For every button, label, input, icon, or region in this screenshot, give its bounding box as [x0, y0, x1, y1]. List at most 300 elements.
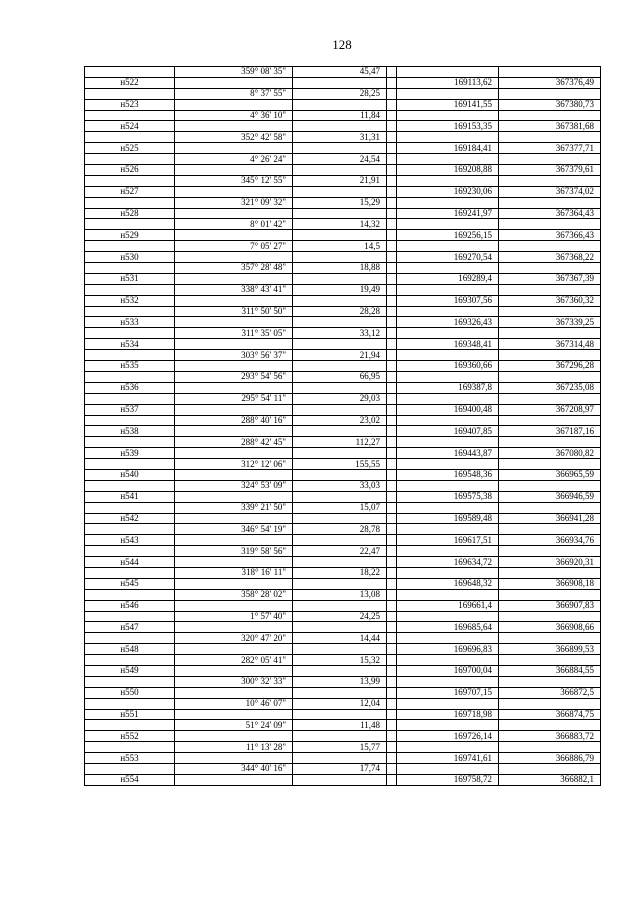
distance-cell — [293, 252, 387, 263]
segment-row — [85, 764, 601, 775]
x-cell — [397, 764, 499, 775]
y-cell — [499, 480, 601, 491]
point-name-cell — [85, 175, 175, 186]
distance-cell — [293, 600, 387, 611]
distance-cell — [293, 273, 387, 284]
angle-cell — [175, 317, 293, 328]
y-coordinate: 366907,83 — [499, 600, 601, 611]
x-coordinate: 169634,72 — [397, 557, 499, 568]
point-name: н550 — [85, 687, 175, 698]
segment-length: 24,25 — [293, 611, 387, 622]
x-cell — [397, 154, 499, 165]
x-coordinate: 169270,54 — [397, 252, 499, 263]
spacer-cell — [387, 382, 397, 393]
point-name-cell — [85, 306, 175, 317]
point-row — [85, 513, 601, 524]
point-name-cell — [85, 480, 175, 491]
x-cell — [397, 633, 499, 644]
spacer-cell — [387, 774, 397, 785]
point-row — [85, 404, 601, 415]
y-cell — [499, 524, 601, 535]
segment-row — [85, 175, 601, 186]
spacer-cell — [387, 165, 397, 176]
spacer-cell — [387, 655, 397, 666]
point-row — [85, 252, 601, 263]
x-coordinate: 169617,51 — [397, 535, 499, 546]
spacer-cell — [387, 611, 397, 622]
segment-row — [85, 459, 601, 470]
angle-cell — [175, 557, 293, 568]
segment-length: 28,25 — [293, 88, 387, 99]
x-coordinate: 169707,15 — [397, 687, 499, 698]
x-cell — [397, 655, 499, 666]
distance-cell — [293, 77, 387, 88]
distance-cell — [293, 208, 387, 219]
point-name-cell — [85, 655, 175, 666]
spacer-cell — [387, 753, 397, 764]
segment-row — [85, 633, 601, 644]
segment-row — [85, 611, 601, 622]
y-cell — [499, 350, 601, 361]
spacer-cell — [387, 263, 397, 274]
angle-cell — [175, 731, 293, 742]
y-coordinate: 367360,32 — [499, 295, 601, 306]
spacer-cell — [387, 404, 397, 415]
segment-row — [85, 524, 601, 535]
angle-cell — [175, 230, 293, 241]
point-name: н554 — [85, 774, 175, 785]
point-name-cell — [85, 371, 175, 382]
y-cell — [499, 132, 601, 143]
coordinates-table — [84, 66, 601, 786]
y-cell — [499, 546, 601, 557]
point-name: н523 — [85, 99, 175, 110]
angle-cell — [175, 665, 293, 676]
point-row — [85, 448, 601, 459]
segment-length: 15,29 — [293, 197, 387, 208]
distance-cell — [293, 622, 387, 633]
y-coordinate: 367296,28 — [499, 361, 601, 372]
angle-cell — [175, 687, 293, 698]
angle-cell — [175, 99, 293, 110]
angle-cell — [175, 448, 293, 459]
segment-length: 21,94 — [293, 350, 387, 361]
point-row — [85, 121, 601, 132]
segment-length: 15,07 — [293, 502, 387, 513]
y-coordinate: 367314,48 — [499, 339, 601, 350]
x-cell — [397, 132, 499, 143]
direction-angle: 320° 47' 20" — [175, 633, 293, 644]
spacer-cell — [387, 491, 397, 502]
direction-angle: 288° 42' 45" — [175, 437, 293, 448]
x-cell — [397, 67, 499, 78]
point-row — [85, 143, 601, 154]
spacer-cell — [387, 589, 397, 600]
x-cell — [397, 219, 499, 230]
point-name: н534 — [85, 339, 175, 350]
point-name: н546 — [85, 600, 175, 611]
spacer-cell — [387, 197, 397, 208]
point-name-cell — [85, 611, 175, 622]
segment-length: 31,31 — [293, 132, 387, 143]
point-name-cell — [85, 698, 175, 709]
point-name-cell — [85, 284, 175, 295]
point-name-cell — [85, 154, 175, 165]
point-row — [85, 644, 601, 655]
y-coordinate: 366884,55 — [499, 665, 601, 676]
point-row — [85, 469, 601, 480]
segment-length: 21,91 — [293, 175, 387, 186]
spacer-cell — [387, 469, 397, 480]
point-name-cell — [85, 132, 175, 143]
point-name-cell — [85, 393, 175, 404]
segment-length: 15,77 — [293, 742, 387, 753]
point-name: н549 — [85, 665, 175, 676]
y-coordinate: 367187,16 — [499, 426, 601, 437]
point-row — [85, 382, 601, 393]
y-cell — [499, 219, 601, 230]
point-name-cell — [85, 764, 175, 775]
point-name-cell — [85, 197, 175, 208]
y-coordinate: 367381,68 — [499, 121, 601, 132]
y-coordinate: 366946,59 — [499, 491, 601, 502]
y-cell — [499, 67, 601, 78]
distance-cell — [293, 339, 387, 350]
direction-angle: 1° 57' 40" — [175, 611, 293, 622]
distance-cell — [293, 99, 387, 110]
direction-angle: 293° 54' 56" — [175, 371, 293, 382]
spacer-cell — [387, 317, 397, 328]
point-name: н533 — [85, 317, 175, 328]
segment-row — [85, 110, 601, 121]
spacer-cell — [387, 665, 397, 676]
point-name: н545 — [85, 578, 175, 589]
point-name: н542 — [85, 513, 175, 524]
distance-cell — [293, 295, 387, 306]
distance-cell — [293, 753, 387, 764]
x-cell — [397, 393, 499, 404]
point-name: н522 — [85, 77, 175, 88]
y-cell — [499, 263, 601, 274]
spacer-cell — [387, 698, 397, 709]
y-cell — [499, 415, 601, 426]
y-cell — [499, 197, 601, 208]
point-name: н536 — [85, 382, 175, 393]
x-cell — [397, 415, 499, 426]
x-cell — [397, 350, 499, 361]
distance-cell — [293, 186, 387, 197]
direction-angle: 4° 26' 24" — [175, 154, 293, 165]
direction-angle: 7° 05' 27" — [175, 241, 293, 252]
point-row — [85, 774, 601, 785]
point-name-cell — [85, 720, 175, 731]
y-coordinate: 367339,25 — [499, 317, 601, 328]
y-coordinate: 366934,76 — [499, 535, 601, 546]
x-cell — [397, 676, 499, 687]
table-body — [85, 67, 601, 786]
spacer-cell — [387, 687, 397, 698]
spacer-cell — [387, 426, 397, 437]
y-coordinate: 366886,79 — [499, 753, 601, 764]
spacer-cell — [387, 110, 397, 121]
point-name: н541 — [85, 491, 175, 502]
direction-angle: 8° 37' 55" — [175, 88, 293, 99]
y-cell — [499, 502, 601, 513]
y-cell — [499, 633, 601, 644]
point-name: н528 — [85, 208, 175, 219]
point-row — [85, 230, 601, 241]
spacer-cell — [387, 764, 397, 775]
point-row — [85, 426, 601, 437]
spacer-cell — [387, 252, 397, 263]
point-name: н544 — [85, 557, 175, 568]
x-coordinate: 169741,61 — [397, 753, 499, 764]
point-name-cell — [85, 415, 175, 426]
segment-row — [85, 284, 601, 295]
angle-cell — [175, 121, 293, 132]
y-coordinate: 367374,02 — [499, 186, 601, 197]
segment-length: 33,12 — [293, 328, 387, 339]
y-coordinate: 367380,73 — [499, 99, 601, 110]
segment-length: 29,03 — [293, 393, 387, 404]
distance-cell — [293, 513, 387, 524]
x-cell — [397, 263, 499, 274]
spacer-cell — [387, 567, 397, 578]
distance-cell — [293, 448, 387, 459]
segment-length: 18,88 — [293, 263, 387, 274]
y-cell — [499, 328, 601, 339]
point-name: н552 — [85, 731, 175, 742]
segment-row — [85, 67, 601, 78]
x-coordinate: 169184,41 — [397, 143, 499, 154]
spacer-cell — [387, 99, 397, 110]
x-cell — [397, 524, 499, 535]
y-cell — [499, 393, 601, 404]
distance-cell — [293, 165, 387, 176]
y-coordinate: 367080,82 — [499, 448, 601, 459]
angle-cell — [175, 774, 293, 785]
segment-length: 28,78 — [293, 524, 387, 535]
segment-row — [85, 589, 601, 600]
point-row — [85, 99, 601, 110]
distance-cell — [293, 665, 387, 676]
point-name-cell — [85, 437, 175, 448]
y-coordinate: 367208,97 — [499, 404, 601, 415]
x-coordinate: 169575,38 — [397, 491, 499, 502]
direction-angle: 319° 58' 56" — [175, 546, 293, 557]
spacer-cell — [387, 524, 397, 535]
segment-length: 22,47 — [293, 546, 387, 557]
point-row — [85, 165, 601, 176]
x-coordinate: 169443,87 — [397, 448, 499, 459]
point-name-cell — [85, 350, 175, 361]
spacer-cell — [387, 77, 397, 88]
segment-row — [85, 415, 601, 426]
point-name-cell — [85, 546, 175, 557]
direction-angle: 358° 28' 02" — [175, 589, 293, 600]
x-cell — [397, 175, 499, 186]
x-coordinate: 169153,35 — [397, 121, 499, 132]
direction-angle: 311° 35' 05" — [175, 328, 293, 339]
y-cell — [499, 742, 601, 753]
angle-cell — [175, 77, 293, 88]
x-coordinate: 169307,56 — [397, 295, 499, 306]
spacer-cell — [387, 67, 397, 78]
angle-cell — [175, 339, 293, 350]
spacer-cell — [387, 535, 397, 546]
x-coordinate: 169718,98 — [397, 709, 499, 720]
segment-row — [85, 698, 601, 709]
direction-angle: 318° 16' 11" — [175, 567, 293, 578]
distance-cell — [293, 731, 387, 742]
x-coordinate: 169208,88 — [397, 165, 499, 176]
x-coordinate: 169400,48 — [397, 404, 499, 415]
point-row — [85, 687, 601, 698]
segment-length: 23,02 — [293, 415, 387, 426]
direction-angle: 10° 46' 07" — [175, 698, 293, 709]
point-name-cell — [85, 567, 175, 578]
angle-cell — [175, 295, 293, 306]
direction-angle: 346° 54' 19" — [175, 524, 293, 535]
y-cell — [499, 437, 601, 448]
spacer-cell — [387, 633, 397, 644]
spacer-cell — [387, 644, 397, 655]
segment-row — [85, 437, 601, 448]
x-cell — [397, 480, 499, 491]
point-name: н548 — [85, 644, 175, 655]
x-coordinate: 169113,62 — [397, 77, 499, 88]
segment-row — [85, 263, 601, 274]
y-coordinate: 366899,53 — [499, 644, 601, 655]
angle-cell — [175, 491, 293, 502]
direction-angle: 324° 53' 09" — [175, 480, 293, 491]
y-cell — [499, 567, 601, 578]
spacer-cell — [387, 437, 397, 448]
point-name: н530 — [85, 252, 175, 263]
x-coordinate: 169758,72 — [397, 774, 499, 785]
point-name: н531 — [85, 273, 175, 284]
segment-row — [85, 328, 601, 339]
spacer-cell — [387, 600, 397, 611]
segment-row — [85, 306, 601, 317]
spacer-cell — [387, 306, 397, 317]
segment-length: 11,84 — [293, 110, 387, 121]
point-name: н535 — [85, 361, 175, 372]
angle-cell — [175, 600, 293, 611]
x-coordinate: 169700,04 — [397, 665, 499, 676]
spacer-cell — [387, 241, 397, 252]
x-cell — [397, 197, 499, 208]
distance-cell — [293, 382, 387, 393]
segment-row — [85, 88, 601, 99]
distance-cell — [293, 578, 387, 589]
segment-row — [85, 350, 601, 361]
point-name-cell — [85, 676, 175, 687]
distance-cell — [293, 469, 387, 480]
segment-length: 13,99 — [293, 676, 387, 687]
spacer-cell — [387, 513, 397, 524]
segment-row — [85, 132, 601, 143]
segment-row — [85, 154, 601, 165]
point-name: н537 — [85, 404, 175, 415]
point-row — [85, 709, 601, 720]
point-name: н538 — [85, 426, 175, 437]
x-coordinate: 169360,66 — [397, 361, 499, 372]
point-name-cell — [85, 88, 175, 99]
x-cell — [397, 698, 499, 709]
direction-angle: 288° 40' 16" — [175, 415, 293, 426]
y-coordinate: 367366,43 — [499, 230, 601, 241]
x-coordinate: 169230,06 — [397, 186, 499, 197]
segment-row — [85, 502, 601, 513]
spacer-cell — [387, 557, 397, 568]
spacer-cell — [387, 578, 397, 589]
point-name-cell — [85, 67, 175, 78]
direction-angle: 339° 21' 50" — [175, 502, 293, 513]
point-name: н547 — [85, 622, 175, 633]
direction-angle: 311° 50' 50" — [175, 306, 293, 317]
direction-angle: 4° 36' 10" — [175, 110, 293, 121]
angle-cell — [175, 644, 293, 655]
spacer-cell — [387, 393, 397, 404]
point-name-cell — [85, 263, 175, 274]
x-coordinate: 169407,85 — [397, 426, 499, 437]
segment-row — [85, 676, 601, 687]
direction-angle: 300° 32' 33" — [175, 676, 293, 687]
spacer-cell — [387, 230, 397, 241]
segment-length: 13,08 — [293, 589, 387, 600]
angle-cell — [175, 186, 293, 197]
y-coordinate: 366874,75 — [499, 709, 601, 720]
direction-angle: 11° 13' 28" — [175, 742, 293, 753]
spacer-cell — [387, 502, 397, 513]
y-cell — [499, 110, 601, 121]
segment-row — [85, 655, 601, 666]
x-cell — [397, 742, 499, 753]
segment-row — [85, 480, 601, 491]
y-cell — [499, 241, 601, 252]
point-name-cell — [85, 633, 175, 644]
point-row — [85, 731, 601, 742]
y-coordinate: 367364,43 — [499, 208, 601, 219]
direction-angle: 321° 09' 32" — [175, 197, 293, 208]
segment-length: 11,48 — [293, 720, 387, 731]
point-row — [85, 77, 601, 88]
y-cell — [499, 589, 601, 600]
point-name: н553 — [85, 753, 175, 764]
x-coordinate: 169661,4 — [397, 600, 499, 611]
x-coordinate: 169326,43 — [397, 317, 499, 328]
segment-row — [85, 742, 601, 753]
direction-angle: 8° 01' 42" — [175, 219, 293, 230]
point-row — [85, 557, 601, 568]
y-coordinate: 366883,72 — [499, 731, 601, 742]
segment-length: 15,32 — [293, 655, 387, 666]
point-name: н543 — [85, 535, 175, 546]
segment-row — [85, 546, 601, 557]
angle-cell — [175, 143, 293, 154]
spacer-cell — [387, 284, 397, 295]
angle-cell — [175, 426, 293, 437]
point-row — [85, 622, 601, 633]
spacer-cell — [387, 132, 397, 143]
y-cell — [499, 611, 601, 622]
point-name: н540 — [85, 469, 175, 480]
direction-angle: 338° 43' 41" — [175, 284, 293, 295]
point-name-cell — [85, 459, 175, 470]
spacer-cell — [387, 480, 397, 491]
segment-row — [85, 567, 601, 578]
